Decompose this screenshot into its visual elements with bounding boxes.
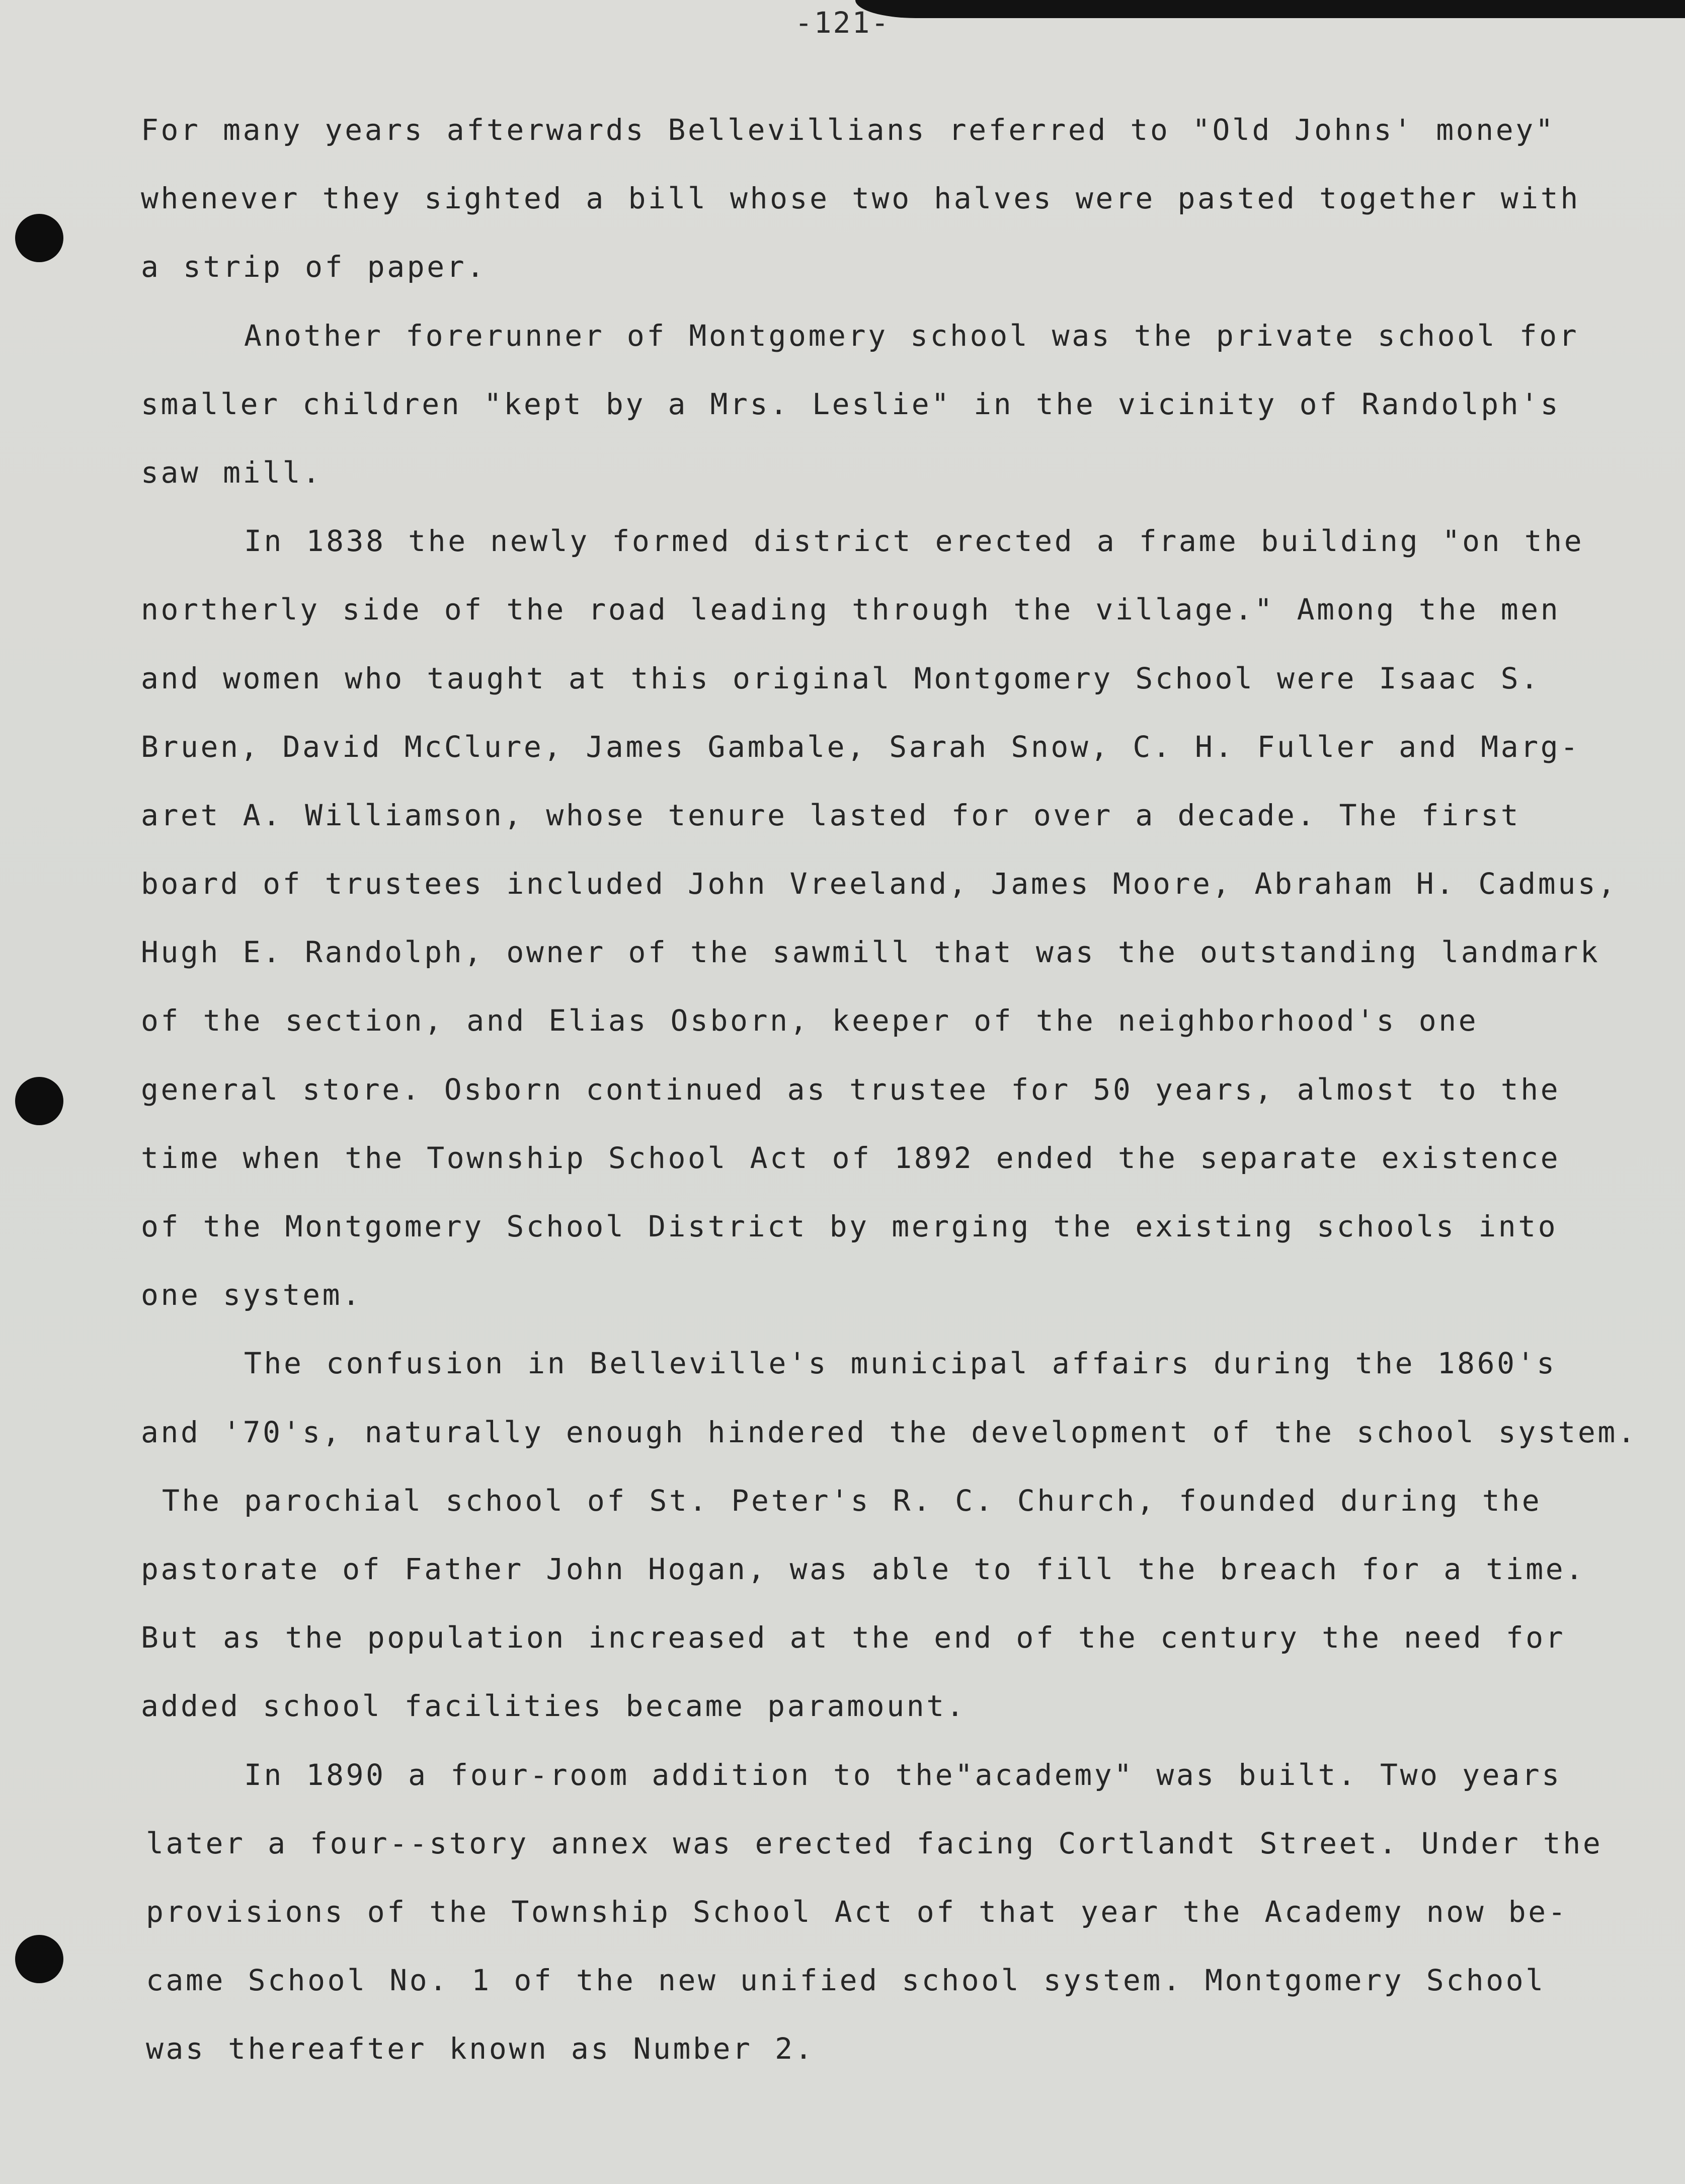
text-line: The parochial school of St. Peter's R. C. Church, founded during the bbox=[162, 1483, 1542, 1518]
text-line: board of trustees included John Vreeland, James Moore, Abraham H. Cadmus, bbox=[141, 867, 1618, 901]
typed-text-body bbox=[141, 96, 1640, 2083]
text-line: and women who taught at this original Montgomery School were Isaac S. bbox=[141, 661, 1541, 695]
text-line: later a four--story annex was erected facing Cortlandt Street. Under the bbox=[146, 1826, 1603, 1860]
text-line: But as the population increased at the end of the century the need for bbox=[141, 1620, 1566, 1655]
paragraph-start-line: In 1838 the newly formed district erected a frame building "on the bbox=[244, 524, 1584, 559]
text-line: time when the Township School Act of 1892 ended the separate existence bbox=[141, 1140, 1561, 1175]
text-line: smaller children "kept by a Mrs. Leslie" in the vicinity of Randolph's bbox=[141, 386, 1561, 421]
text-line: pastorate of Father John Hogan, was able to fill the breach for a time. bbox=[141, 1551, 1585, 1586]
text-line: Hugh E. Randolph, owner of the sawmill that was the outstanding landmark bbox=[141, 935, 1600, 970]
paragraph-start-line: Another forerunner of Montgomery school was the private school for bbox=[244, 318, 1579, 353]
text-line: northerly side of the road leading through the village." Among the men bbox=[141, 592, 1561, 627]
text-line: Bruen, David McClure, James Gambale, Sarah Snow, C. H. Fuller and Marg- bbox=[141, 729, 1580, 764]
text-line: added school facilities became paramount. bbox=[141, 1689, 967, 1724]
text-line: came School No. 1 of the new unified school system. Montgomery School bbox=[146, 1963, 1546, 1998]
text-line: general store. Osborn continued as trustee for 50 years, almost to the bbox=[141, 1072, 1561, 1107]
text-line: For many years afterwards Bellevillians referred to "Old Johns' money" bbox=[141, 113, 1556, 147]
text-line: of the section, and Elias Osborn, keeper of the neighborhood's one bbox=[141, 1003, 1479, 1038]
page-number: -121- bbox=[794, 6, 891, 40]
text-line: and '70's, naturally enough hindered the development of the school system. bbox=[141, 1415, 1638, 1449]
punch-hole-top bbox=[15, 214, 63, 262]
text-line: a strip of paper. bbox=[141, 250, 487, 284]
text-line: provisions of the Township School Act of that year the Academy now be- bbox=[146, 1894, 1568, 1929]
text-line: aret A. Williamson, whose tenure lasted for over a decade. The first bbox=[141, 798, 1521, 832]
text-line: one system. bbox=[141, 1278, 362, 1312]
text-line: whenever they sighted a bill whose two halves were pasted together with bbox=[141, 181, 1580, 216]
punch-hole-middle bbox=[15, 1077, 63, 1125]
text-line: saw mill. bbox=[141, 455, 323, 490]
punch-hole-bottom bbox=[15, 1935, 63, 1983]
text-line: of the Montgomery School District by merging the existing schools into bbox=[141, 1209, 1558, 1243]
paragraph-start-line: The confusion in Belleville's municipal affairs during the 1860's bbox=[244, 1346, 1557, 1381]
paragraph-start-line: In 1890 a four-room addition to the"academy" was built. Two years bbox=[244, 1757, 1562, 1792]
text-line: was thereafter known as Number 2. bbox=[146, 2032, 815, 2066]
